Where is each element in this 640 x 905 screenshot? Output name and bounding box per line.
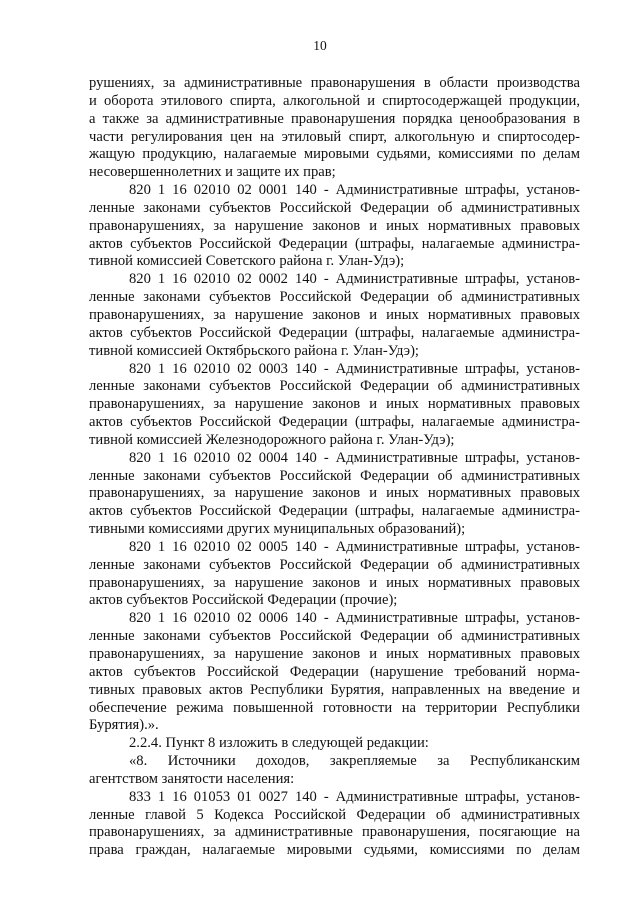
- text-line: обеспечение режима повышенной готовности на территории Республики: [89, 699, 580, 716]
- text-line: ленные главой 5 Кодекса Российской Федерации об административных: [89, 806, 580, 823]
- text-line: актов субъектов Российской Федерации (прочие);: [89, 592, 398, 609]
- text-line: 833 1 16 01053 01 0027 140 - Административные штрафы, установ-: [129, 788, 580, 805]
- text-line: ленные законами субъектов Российской Федерации об административных: [89, 199, 580, 216]
- text-line: и оборота этилового спирта, алкогольной и спиртосодержащей продукции,: [89, 92, 580, 109]
- text-line: 2.2.4. Пункт 8 изложить в следующей редакции:: [129, 735, 429, 752]
- text-line: тивными комиссиями других муниципальных образований);: [89, 521, 466, 538]
- text-line: ленные законами субъектов Российской Федерации об административных: [89, 556, 580, 573]
- text-line: рушениях, за административные правонарушения в области производства: [89, 75, 580, 91]
- text-line: несовершеннолетних и защите их прав;: [89, 164, 336, 181]
- document-body: [89, 75, 580, 860]
- text-line: 820 1 16 02010 02 0003 140 - Административные штрафы, установ-: [129, 360, 580, 377]
- page-number: 10: [313, 38, 327, 53]
- text-line: ленные законами субъектов Российской Федерации об административных: [89, 628, 580, 645]
- text-line: правонарушениях, за нарушение законов и иных нормативных правовых: [89, 217, 580, 234]
- text-line: актов субъектов Российской Федерации (штрафы, налагаемые администра-: [89, 503, 580, 520]
- text-line: тивной комиссией Железнодорожного района г. Улан-Удэ);: [89, 431, 455, 448]
- text-line: правонарушениях, за административные правонарушения, посягающие на: [89, 824, 580, 841]
- text-line: ленные законами субъектов Российской Федерации об административных: [89, 467, 580, 484]
- text-line: актов субъектов Российской Федерации (штрафы, налагаемые администра-: [89, 235, 580, 252]
- text-line: «8. Источники доходов, закрепляемые за Республиканским: [129, 753, 580, 770]
- text-line: 820 1 16 02010 02 0006 140 - Административные штрафы, установ-: [129, 610, 580, 627]
- text-line: 820 1 16 02010 02 0002 140 - Административные штрафы, установ-: [129, 271, 580, 288]
- text-line: 820 1 16 02010 02 0005 140 - Административные штрафы, установ-: [129, 538, 580, 555]
- text-line: агентством занятости населения:: [89, 770, 295, 787]
- text-line: тивной комиссией Советского района г. Улан-Удэ);: [89, 253, 405, 270]
- text-line: Бурятия).».: [89, 717, 159, 734]
- text-line: тивной комиссией Октябрьского района г. Улан-Удэ);: [89, 342, 419, 359]
- text-line: правонарушениях, за нарушение законов и иных нормативных правовых: [89, 485, 580, 502]
- text-line: правонарушениях, за нарушение законов и иных нормативных правовых: [89, 646, 580, 662]
- text-line: правонарушениях, за нарушение законов и иных нормативных правовых: [89, 306, 580, 323]
- text-line: ленные законами субъектов Российской Федерации об административных: [89, 378, 580, 395]
- text-line: 820 1 16 02010 02 0001 140 - Административные штрафы, установ-: [129, 182, 580, 199]
- text-line: 820 1 16 02010 02 0004 140 - Административные штрафы, установ-: [129, 449, 580, 466]
- text-line: актов субъектов Российской Федерации (нарушение требований норма-: [89, 663, 580, 680]
- text-line: тивных правовых актов Республики Бурятия, направленных на введение и: [89, 681, 580, 698]
- text-line: жащую продукцию, налагаемые мировыми судьями, комиссиями по делам: [89, 146, 580, 163]
- text-line: а также за административные правонарушения порядка ценообразования в: [89, 110, 580, 127]
- text-line: правонарушениях, за нарушение законов и иных нормативных правовых: [89, 396, 580, 413]
- text-line: правонарушениях, за нарушение законов и иных нормативных правовых: [89, 574, 580, 591]
- text-line: актов субъектов Российской Федерации (штрафы, налагаемые администра-: [89, 324, 580, 341]
- text-line: права граждан, налагаемые мировыми судьями, комиссиями по делам: [89, 842, 580, 859]
- text-line: актов субъектов Российской Федерации (штрафы, налагаемые администра-: [89, 414, 580, 431]
- text-line: ленные законами субъектов Российской Федерации об административных: [89, 289, 580, 306]
- text-line: части регулирования цен на этиловый спирт, алкогольную и спиртосодер-: [89, 128, 580, 145]
